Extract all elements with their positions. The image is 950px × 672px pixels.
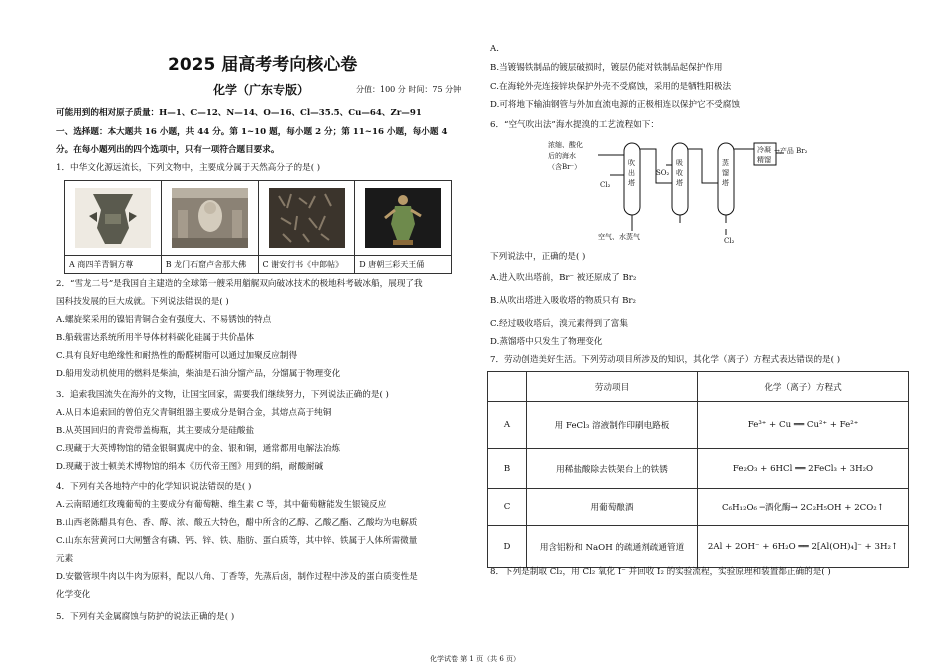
q1-option-c (259, 181, 356, 273)
q4-option-c-2: 元素 (56, 554, 74, 564)
q7-row-c-option: C (488, 489, 527, 526)
q1-option-b (162, 181, 259, 273)
feed-label-3: （含Br⁻） (548, 163, 582, 171)
atomic-masses: 可能用到的相对原子质量：H—1、C—12、N—14、O—16、Cl—35.5、Cu—64、Zr—91 (56, 108, 422, 118)
table-row (488, 449, 909, 489)
q7-row-b-project: 用稀盐酸除去铁架台上的铁锈 (527, 449, 698, 489)
q6-option-d: D.蒸馏塔中只发生了物理变化 (490, 337, 603, 347)
product-label: →产品 Br₂ (774, 147, 808, 155)
q1-stem: 1．中华文化源远流长，下列文物中，主要成分属于天然高分子的是( ) (56, 163, 321, 173)
bottom-label-1: 空气、水蒸气 (598, 233, 640, 241)
tower-1-char-1: 吹 (628, 159, 635, 167)
q2-option-c: C.具有良好电绝缘性和耐热性的酚醛树脂可以通过加聚反应制得 (56, 351, 298, 361)
q1-option-a (65, 181, 162, 273)
q2-option-b: B.船载雷达系统所用半导体材料碳化硅属于共价晶体 (56, 333, 255, 343)
so2-label: SO₂ (656, 169, 670, 177)
q1-caption-b: B 龙门石窟卢舍那大佛 (162, 255, 258, 273)
q5-option-c: C.在海轮外壳连接锌块保护外壳不受腐蚀，采用的是牺牲阳极法 (490, 82, 732, 92)
table-row (488, 402, 909, 449)
q1-caption-a: A 商四羊青铜方尊 (65, 255, 161, 273)
q4-option-a: A.云南昭通红玫瑰葡萄的主要成分有葡萄糖、维生素 C 等，其中葡萄糖能发生银镜反应 (56, 500, 387, 510)
q7-row-a-project: 用 FeCl₃ 溶液制作印刷电路板 (527, 402, 698, 449)
q4-option-b: B.山西老陈醋具有色、香、醇、浓、酸五大特色，醋中所含的乙醇、乙酸乙酯、乙酸均为电解质 (56, 518, 418, 528)
svg-text:塔: 塔 (676, 179, 683, 187)
q4-option-c-1: C.山东东营黄河口大闸蟹含有磷、钙、锌、铁、脂肪、蛋白质等，其中锌、铁属于人体所需微量 (56, 536, 418, 546)
q3-option-c: C.现藏于大英博物馆的错金银铜翼虎中的金、银和铜，通常都用电解法冶炼 (56, 444, 341, 454)
feed-label-2: 后的海水 (548, 152, 576, 160)
svg-text:收: 收 (676, 169, 683, 177)
q3-option-a: A.从日本追索回的曾伯克父青铜组器主要成分是铜合金，其熔点高于纯铜 (56, 408, 332, 418)
q1-image-table (64, 180, 452, 274)
q2-option-a: A.螺旋桨采用的镍铝青铜合金有强度大、不易锈蚀的特点 (56, 315, 272, 325)
feed-label-1: 浓缩、酸化 (548, 141, 583, 149)
svg-text:塔: 塔 (722, 179, 729, 187)
q5-option-d: D.可将地下输油钢管与外加直流电源的正极相连以保护它不受腐蚀 (490, 100, 740, 110)
buddha-statue-image (172, 188, 248, 248)
cl2-label: Cl₂ (600, 181, 611, 189)
q7-header-row (488, 372, 909, 402)
q7-row-b-option: B (488, 449, 527, 489)
bottom-label-2: Cl₂ (724, 237, 735, 245)
table-row (488, 526, 909, 568)
q8-stem: 8．下列是制取 Cl₂，用 Cl₂ 氧化 I⁻ 并回收 I₂ 的实验流程，实验原理和装置都正确的是( ) (490, 567, 831, 577)
q2-stem-2: 国科技发展的巨大成就。下列说法错误的是( ) (56, 297, 229, 307)
score-time: 分值：100 分 时间：75 分钟 (356, 85, 462, 94)
bronze-zun-image (75, 188, 151, 248)
q6-option-a: A.进入吹出塔前，Br⁻ 被还原成了 Br₂ (490, 273, 637, 283)
q5-stem: 5．下列有关金属腐蚀与防护的说法正确的是( ) (56, 612, 235, 622)
q7-header-project: 劳动项目 (527, 372, 698, 402)
tower-2-char-1: 吸 (676, 159, 683, 167)
svg-text:塔: 塔 (628, 179, 635, 187)
q7-row-d-equation: 2Al + 2OH⁻ + 6H₂O ══ 2[Al(OH)₄]⁻ + 3H₂↑ (698, 526, 909, 568)
q7-row-d-option: D (488, 526, 527, 568)
calligraphy-image (269, 188, 345, 248)
q5-option-a: A. (490, 44, 499, 54)
q3-option-b: B.从英国回归的青瓷带盖梅瓶，其主要成分是硅酸盐 (56, 426, 255, 436)
q7-row-a-option: A (488, 402, 527, 449)
q2-stem-1: 2．“雪龙二号”是我国自主建造的全球第一艘采用艏艉双向破冰技术的极地科考破冰船，展现了我 (56, 279, 423, 289)
q7-header-option (488, 372, 527, 402)
section-1-line-1: 一、选择题：本大题共 16 小题，共 44 分。第 1~10 题，每小题 2 分；第 11~16 小题，每小题 4 (56, 127, 448, 137)
q6-option-c: C.经过吸收塔后，溴元素得到了富集 (490, 319, 628, 329)
svg-text:馏: 馏 (722, 169, 729, 177)
page-footer: 化学试卷 第 1 页（共 6 页） (429, 655, 521, 663)
bromine-process-diagram (548, 135, 844, 247)
condenser-label-1: 冷凝 (757, 146, 771, 154)
table-row (488, 489, 909, 526)
q3-stem: 3．追索我国流失在海外的文物，让国宝回家，需要我们继续努力，下列说法正确的是( ) (56, 390, 389, 400)
q7-stem: 7．劳动创造美好生活。下列劳动项目所涉及的知识，其化学（离子）方程式表达错误的是( ) (490, 355, 841, 365)
q6-question: 下列说法中，正确的是( ) (490, 252, 586, 262)
q1-caption-d: D 唐朝三彩天王俑 (355, 255, 451, 273)
tower-3-char-1: 蒸 (722, 159, 729, 167)
q7-row-c-project: 用葡萄酿酒 (527, 489, 698, 526)
q4-option-d-2: 化学变化 (56, 590, 91, 600)
subject-title: 化学（广东专版） (213, 83, 310, 97)
q6-option-b: B.从吹出塔进入吸收塔的物质只有 Br₂ (490, 296, 636, 306)
svg-text:出: 出 (628, 169, 635, 177)
q7-header-equation: 化学（离子）方程式 (698, 372, 909, 402)
condenser-label-2: 精馏 (757, 156, 771, 164)
q4-stem: 4．下列有关各地特产中的化学知识说法错误的是( ) (56, 482, 252, 492)
section-1-line-2: 分。在每小题列出的四个选项中，只有一项符合题目要求。 (56, 145, 280, 155)
q1-option-d (355, 181, 451, 273)
q7-row-b-equation: Fe₂O₃ + 6HCl ══ 2FeCl₃ + 3H₂O (698, 449, 909, 489)
q7-row-d-project: 用含铝粉和 NaOH 的疏通剂疏通管道 (527, 526, 698, 568)
q5-option-b: B.当镀锡铁制品的镀层破损时，镀层仍能对铁制品起保护作用 (490, 63, 723, 73)
q1-caption-c: C 谢安行书《中郎帖》 (259, 255, 355, 273)
q3-option-d: D.现藏于波士顿美术博物馆的绢本《历代帝王图》用到的绢，耐酸耐碱 (56, 462, 324, 472)
exam-title: 2025 届高考考向核心卷 (168, 55, 358, 75)
q6-stem: 6．“空气吹出法”海水提溴的工艺流程如下： (490, 120, 659, 130)
q7-row-a-equation: Fe³⁺ + Cu ══ Cu²⁺ + Fe²⁺ (698, 402, 909, 449)
tang-figurine-image (365, 188, 441, 248)
q7-table (487, 371, 909, 568)
q7-row-c-equation: C₆H₁₂O₆ ─酒化酶→ 2C₂H₅OH + 2CO₂↑ (698, 489, 909, 526)
q2-option-d: D.船用发动机使用的燃料是柴油，柴油是石油分馏产品，分馏属于物理变化 (56, 369, 341, 379)
q4-option-d-1: D.安徽管坝牛肉以牛肉为原料，配以八角、丁香等，先蒸后卤，制作过程中涉及的蛋白质变性是 (56, 572, 418, 582)
